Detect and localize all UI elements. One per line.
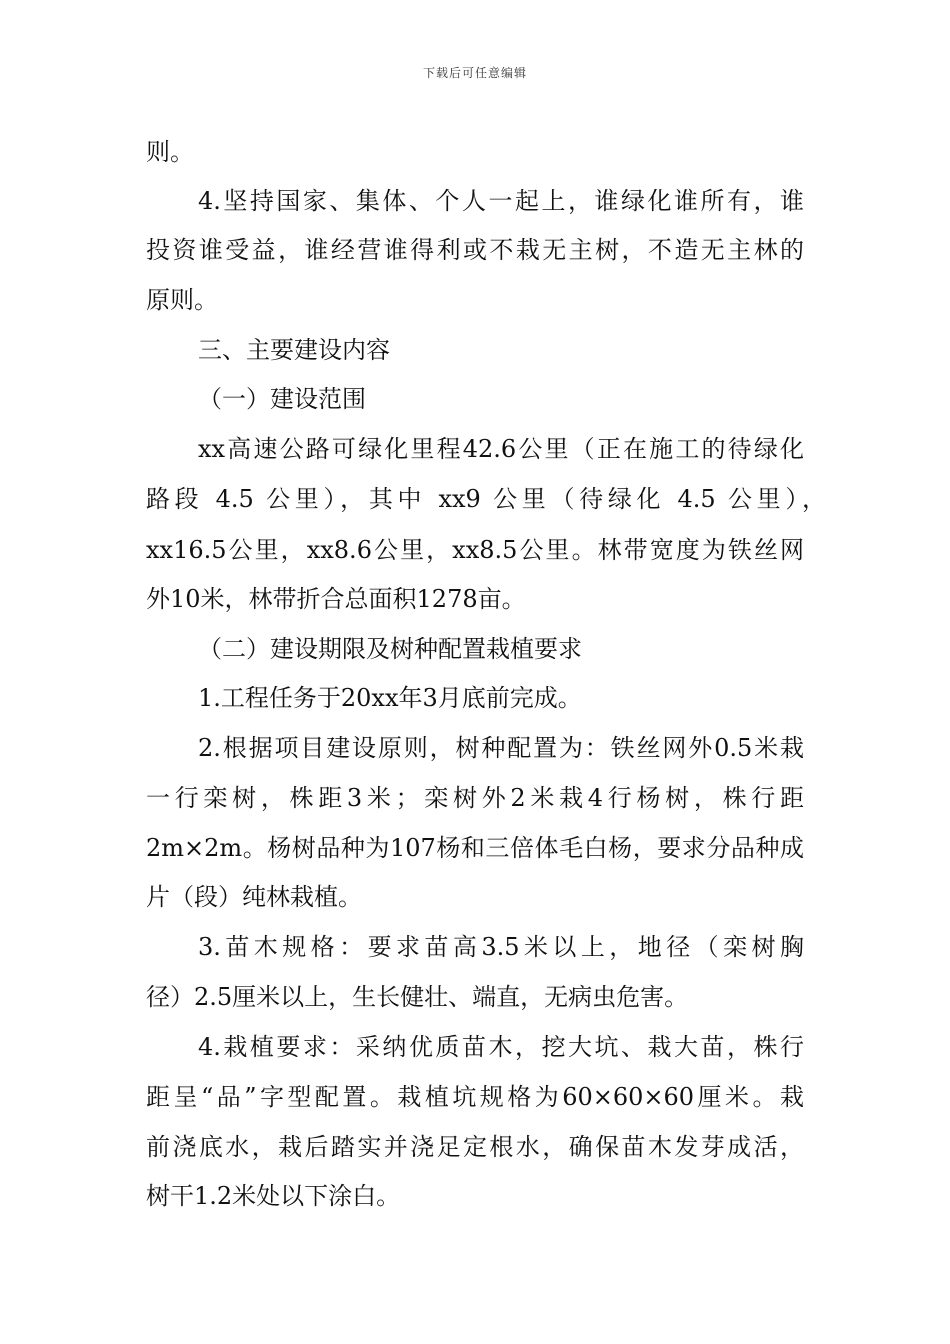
subsection-heading: （一）建设范围	[198, 385, 366, 413]
paragraph-line: 树干1.2米处以下涂白。	[146, 1182, 401, 1210]
paragraph-line: xx高速公路可绿化里程42.6公里（正在施工的待绿化	[198, 435, 804, 463]
paragraph-line: 片（段）纯林栽植。	[146, 883, 362, 911]
paragraph-line: 2.根据项目建设原则，树种配置为：铁丝网外0.5米栽	[198, 734, 804, 762]
paragraph-line: 原则。	[146, 286, 218, 314]
paragraph-line: 径）2.5厘米以上，生长健壮、端直，无病虫危害。	[146, 983, 689, 1011]
paragraph-line: 一行栾树，株距3米；栾树外2米栽4行杨树，株行距	[146, 784, 804, 812]
paragraph-line: 前浇底水，栽后踏实并浇足定根水，确保苗木发芽成活，	[146, 1133, 804, 1161]
paragraph-line: xx16.5公里，xx8.6公里，xx8.5公里。林带宽度为铁丝网	[146, 536, 804, 564]
paragraph-line: 2m×2m。杨树品种为107杨和三倍体毛白杨，要求分品种成	[146, 834, 804, 862]
paragraph-line: 距呈“品”字型配置。栽植坑规格为60×60×60厘米。栽	[146, 1083, 804, 1111]
paragraph-line: 3.苗木规格：要求苗高3.5米以上，地径（栾树胸	[198, 933, 804, 961]
paragraph-line: 4.栽植要求：采纳优质苗木，挖大坑、栽大苗，株行	[198, 1033, 804, 1061]
paragraph-line: 路段 4.5 公里），其中 xx9 公里（待绿化 4.5 公里），	[146, 485, 826, 513]
page-header: 下载后可任意编辑	[422, 66, 527, 80]
paragraph-line: 4.坚持国家、集体、个人一起上，谁绿化谁所有，谁	[198, 187, 804, 215]
section-heading: 三、主要建设内容	[198, 336, 390, 364]
paragraph-line: 外10米，林带折合总面积1278亩。	[146, 585, 526, 613]
subsection-heading: （二）建设期限及树种配置栽植要求	[198, 635, 582, 663]
paragraph-line: 1.工程任务于20xx年3月底前完成。	[198, 684, 582, 712]
paragraph-line: 则。	[146, 138, 194, 166]
paragraph-line: 投资谁受益，谁经营谁得利或不栽无主树，不造无主林的	[146, 236, 804, 264]
